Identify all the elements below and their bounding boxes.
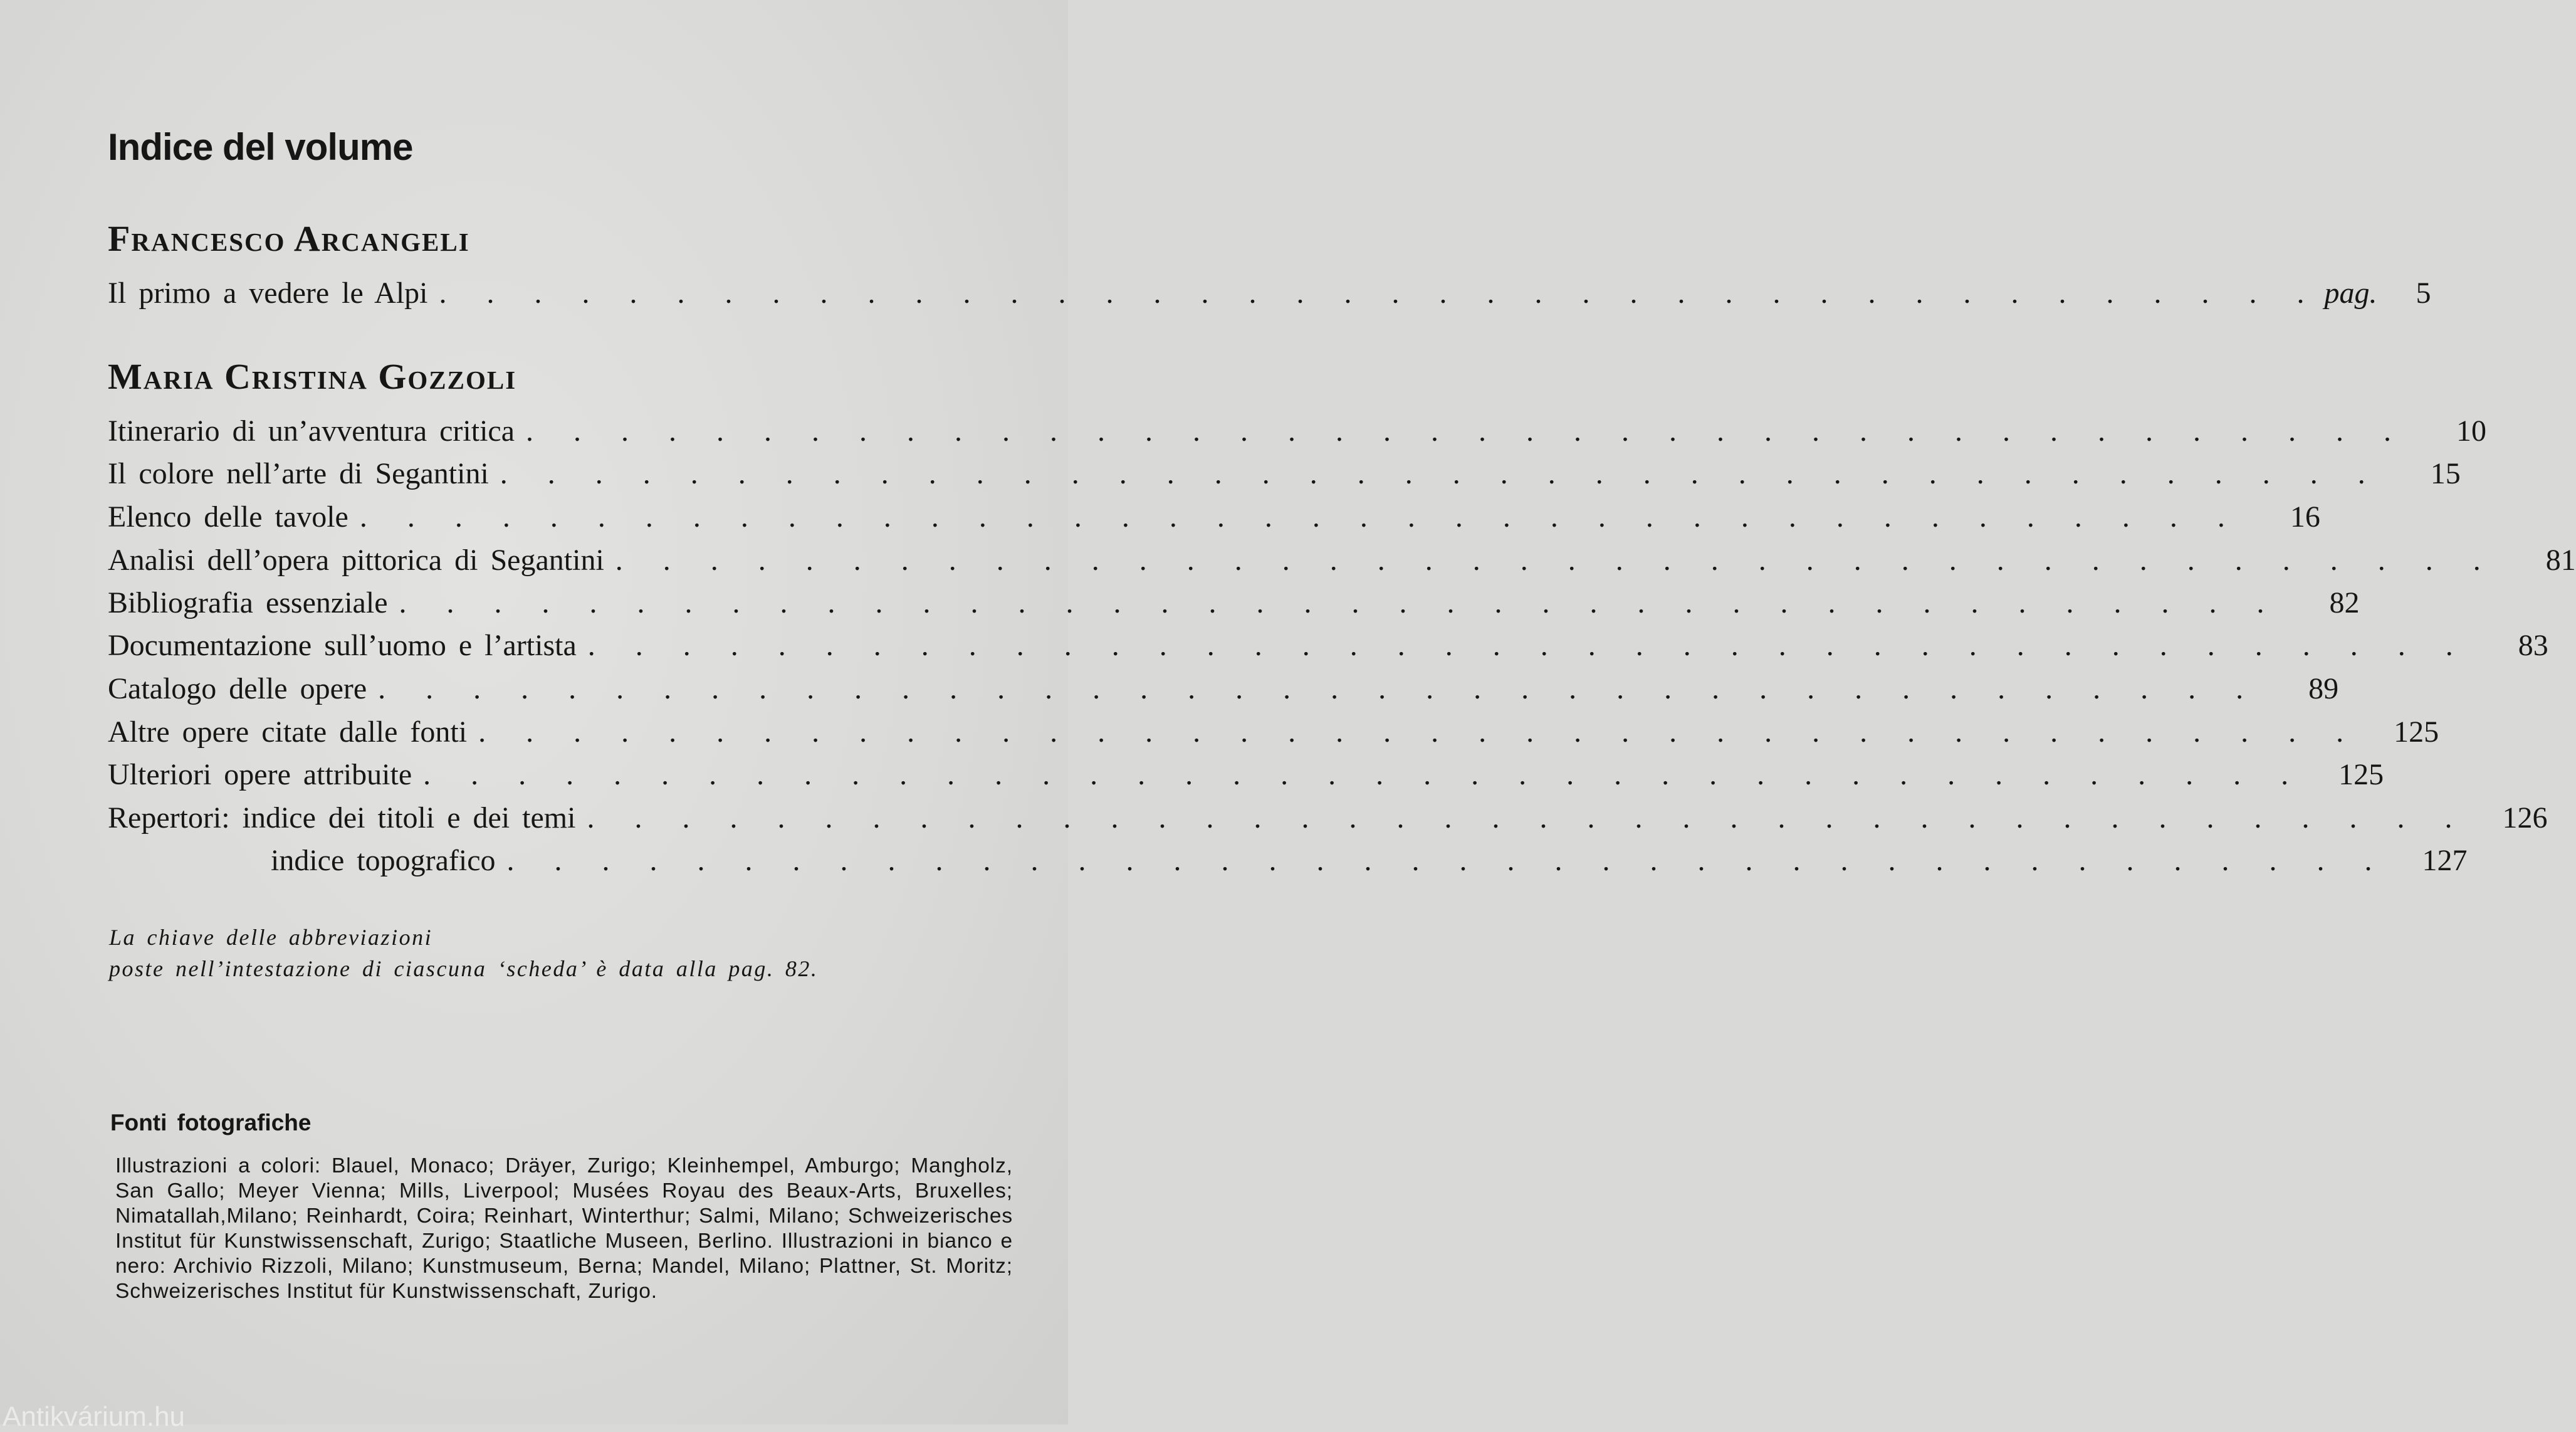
toc-entry-title: Itinerario di un’avventura critica bbox=[108, 414, 515, 448]
toc-dot-leader: . . . . . . . . . . . . . . . . . . . . . . . . . . . . . . . . . . . . . . . . bbox=[587, 801, 2469, 834]
toc-entry-title: Elenco delle tavole bbox=[108, 500, 348, 534]
toc-entry bbox=[108, 713, 2439, 751]
toc-entry-title: Bibliografia essenziale bbox=[108, 586, 388, 619]
toc-page-number: 126 bbox=[2502, 801, 2548, 834]
toc-pag-label: pag. bbox=[2324, 276, 2377, 310]
abbreviations-note-line: La chiave delle abbreviazioni bbox=[109, 925, 433, 950]
toc-entry-title: Catalogo delle opere bbox=[108, 672, 367, 705]
toc-entry-title: Repertori: indice dei titoli e dei temi bbox=[108, 801, 576, 834]
toc-page-number: 81 bbox=[2545, 544, 2576, 577]
toc-entry bbox=[108, 542, 2576, 579]
toc-dot-leader: . . . . . . . . . . . . . . . . . . . . . . . . . . . . . . . . . . . . . . . . bbox=[506, 844, 2389, 877]
toc-entry-title: Documentazione sull’uomo e l’artista bbox=[108, 629, 577, 662]
author-maria-cristina-gozzoli: Maria Cristina Gozzoli bbox=[108, 356, 517, 397]
toc-entry-title: Altre opere citate dalle fonti bbox=[108, 715, 468, 749]
toc-page-number: 127 bbox=[2422, 844, 2468, 877]
toc-entry bbox=[108, 275, 2431, 312]
photo-sources-text: Illustrazioni a colori: Blauel, Monaco; Dräyer, Zurigo; Kleinhempel, Amburgo; Mangholz, San Gallo; Meyer Vienna; Mills, Liverpool; Musées Royau des Beaux-Arts, Bruxelles; Nimatallah,Milano; Reinhardt, Coira; Reinhart, Winterthur; Salmi, Milano; Schweizerisches Institut für Kunstwissenschaft, Zurigo; Staatliche Museen, Berlino. Illustrazioni in bianco e nero: Archivio Rizzoli, Milano; Kunstmuseum, Berna; Mandel, Milano; Plattner, St. Moritz; Schweizerisches Institut für Kunstwissenschaft, Zurigo. bbox=[115, 1154, 1013, 1303]
toc-entry bbox=[108, 799, 2548, 837]
toc-entry bbox=[108, 842, 2468, 880]
toc-page-number: 89 bbox=[2308, 672, 2339, 705]
toc-entry-title: Analisi dell’opera pittorica di Segantini bbox=[108, 544, 604, 577]
toc-dot-leader: . . . . . . . . . . . . . . . . . . . . . . . . . . . . . . . . . . . . . . . . bbox=[526, 414, 2408, 448]
toc-dot-leader: . . . . . . . . . . . . . . . . . . . . . . . . . . . . . . . . . . . . . . . . bbox=[478, 715, 2360, 749]
toc-entry bbox=[108, 413, 2487, 450]
toc-entry-title: indice topografico bbox=[271, 844, 496, 877]
toc-dot-leader: . . . . . . . . . . . . . . . . . . . . . . . . . . . . . . . . . . . . . . . . bbox=[615, 544, 2497, 577]
toc-page-number: 15 bbox=[2430, 457, 2461, 490]
toc-dot-leader: . . . . . . . . . . . . . . . . . . . . . . . . . . . . . . . . . . . . . . . . bbox=[587, 629, 2469, 662]
toc-entry-title: Il colore nell’arte di Segantini bbox=[108, 457, 489, 490]
toc-dot-leader: . . . . . . . . . . . . . . . . . . . . . . . . . . . . . . . . . . . . . . . . bbox=[359, 500, 2241, 534]
photo-sources-heading: Fonti fotografiche bbox=[110, 1110, 312, 1135]
toc-entry-title: Ulteriori opere attribuite bbox=[108, 758, 412, 791]
toc-dot-leader: . . . . . . . . . . . . . . . . . . . . . . . . . . . . . . . . . . . . . . . . bbox=[399, 586, 2281, 619]
toc-page-number: 5 bbox=[2416, 276, 2431, 310]
toc-entry bbox=[108, 498, 2320, 536]
toc-dot-leader: . . . . . . . . . . . . . . . . . . . . . . . . . . . . . . . . . . . . . . . . bbox=[378, 672, 2260, 705]
toc-entry bbox=[108, 670, 2339, 708]
toc-page-number: 10 bbox=[2456, 414, 2487, 448]
toc-page-number: 82 bbox=[2329, 586, 2360, 619]
toc-entry bbox=[108, 455, 2461, 493]
toc-page-number: 125 bbox=[2394, 715, 2439, 749]
author-francesco-arcangeli: Francesco Arcangeli bbox=[108, 218, 470, 259]
toc-entry bbox=[108, 627, 2548, 665]
toc-entry-title: Il primo a vedere le Alpi bbox=[108, 276, 428, 310]
toc-entry bbox=[108, 584, 2360, 622]
toc-page-number: 83 bbox=[2518, 629, 2548, 662]
toc-dot-leader: . . . . . . . . . . . . . . . . . . . . . . . . . . . . . . . . . . . . . . . . bbox=[439, 276, 2321, 310]
abbreviations-note-line: poste nell’intestazione di ciascuna ‘scheda’ è data alla pag. 82. bbox=[109, 956, 819, 981]
toc-page-number: 125 bbox=[2338, 758, 2384, 791]
toc-dot-leader: . . . . . . . . . . . . . . . . . . . . . . . . . . . . . . . . . . . . . . . . bbox=[500, 457, 2382, 490]
watermark: Antikvárium.hu bbox=[3, 1401, 186, 1432]
page-title: Indice del volume bbox=[108, 126, 413, 168]
toc-entry bbox=[108, 756, 2384, 794]
toc-page-number: 16 bbox=[2290, 500, 2320, 534]
abbreviations-note bbox=[109, 922, 818, 984]
toc-dot-leader: . . . . . . . . . . . . . . . . . . . . . . . . . . . . . . . . . . . . . . . . bbox=[423, 758, 2305, 791]
